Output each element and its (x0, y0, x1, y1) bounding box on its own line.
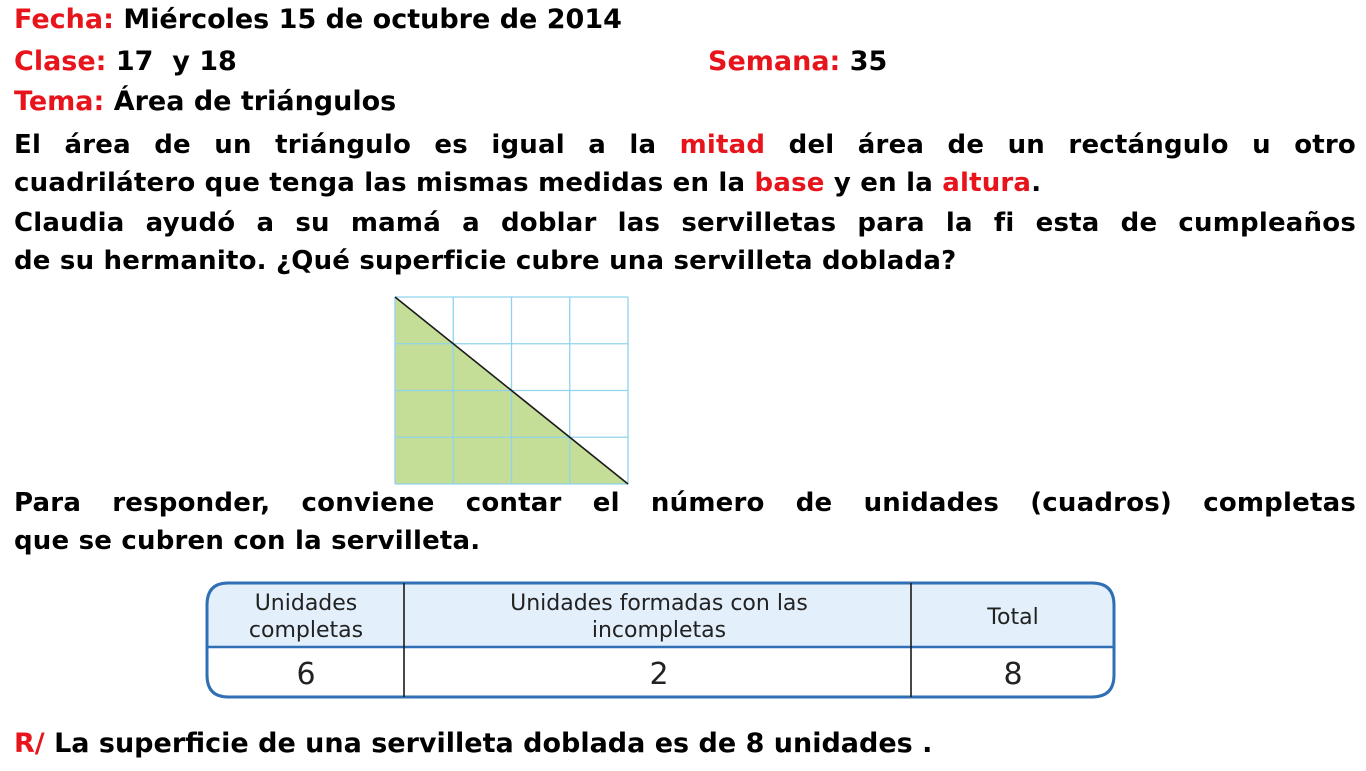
topic-label: Tema: (14, 86, 105, 117)
answer-label: R/ (14, 728, 45, 759)
definition-text-3: cuadrilátero que tenga las mismas medidas en la (14, 168, 746, 198)
header-col2-line2: incompletas (591, 618, 727, 643)
answer-text: La superficie de una servilleta doblada es de 8 unidades . (54, 728, 933, 759)
value-complete-units: 6 (296, 657, 316, 692)
hint-line-1: Para responder, conviene contar el número de unidades (cuadros) completas (14, 488, 1356, 518)
header-col3: Total (987, 605, 1039, 630)
units-table-svg (204, 580, 1118, 700)
definition-text-2: del área de un rectángulo u otro (788, 130, 1356, 160)
definition-line-1 (14, 126, 1356, 164)
class-label: Clase: (14, 46, 107, 77)
napkin-grid-svg (394, 296, 630, 486)
topic-line (14, 86, 396, 117)
definition-text-4: y en la (833, 168, 933, 198)
hint-paragraph (14, 484, 1356, 560)
header-col1-line1: Unidades (254, 591, 358, 616)
date-line (14, 4, 622, 35)
definition-paragraph (14, 126, 1356, 202)
problem-line-2: de su hermanito. ¿Qué superficie cubre una servilleta doblada? (14, 246, 957, 276)
definition-text-5: . (1031, 168, 1042, 198)
definition-highlight-base: base (754, 168, 825, 198)
definition-highlight-altura: altura (942, 168, 1032, 198)
definition-line-2 (14, 164, 1356, 202)
napkin-grid-figure (394, 296, 630, 486)
class-line (14, 46, 237, 77)
definition-text-1: El área de un triángulo es igual a la (14, 130, 657, 160)
date-value: Miércoles 15 de octubre de 2014 (123, 4, 622, 35)
hint-line-2: que se cubren con la servilleta. (14, 526, 481, 556)
definition-highlight-mitad: mitad (679, 130, 766, 160)
header-col2-line1: Unidades formadas con las (510, 591, 808, 616)
class-value: 17 y 18 (115, 46, 237, 77)
units-table (204, 580, 1118, 700)
answer-line (14, 728, 932, 759)
value-incomplete-units: 2 (649, 657, 669, 692)
topic-value: Área de triángulos (113, 86, 397, 117)
date-label: Fecha: (14, 4, 114, 35)
problem-paragraph (14, 204, 1356, 280)
week-line (708, 46, 887, 77)
week-label: Semana: (708, 46, 841, 77)
problem-line-1: Claudia ayudó a su mamá a doblar las servilletas para la fi esta de cumpleaños (14, 208, 1356, 238)
value-total: 8 (1003, 657, 1023, 692)
week-value: 35 (849, 46, 888, 77)
header-col1-line2: completas (248, 618, 364, 643)
